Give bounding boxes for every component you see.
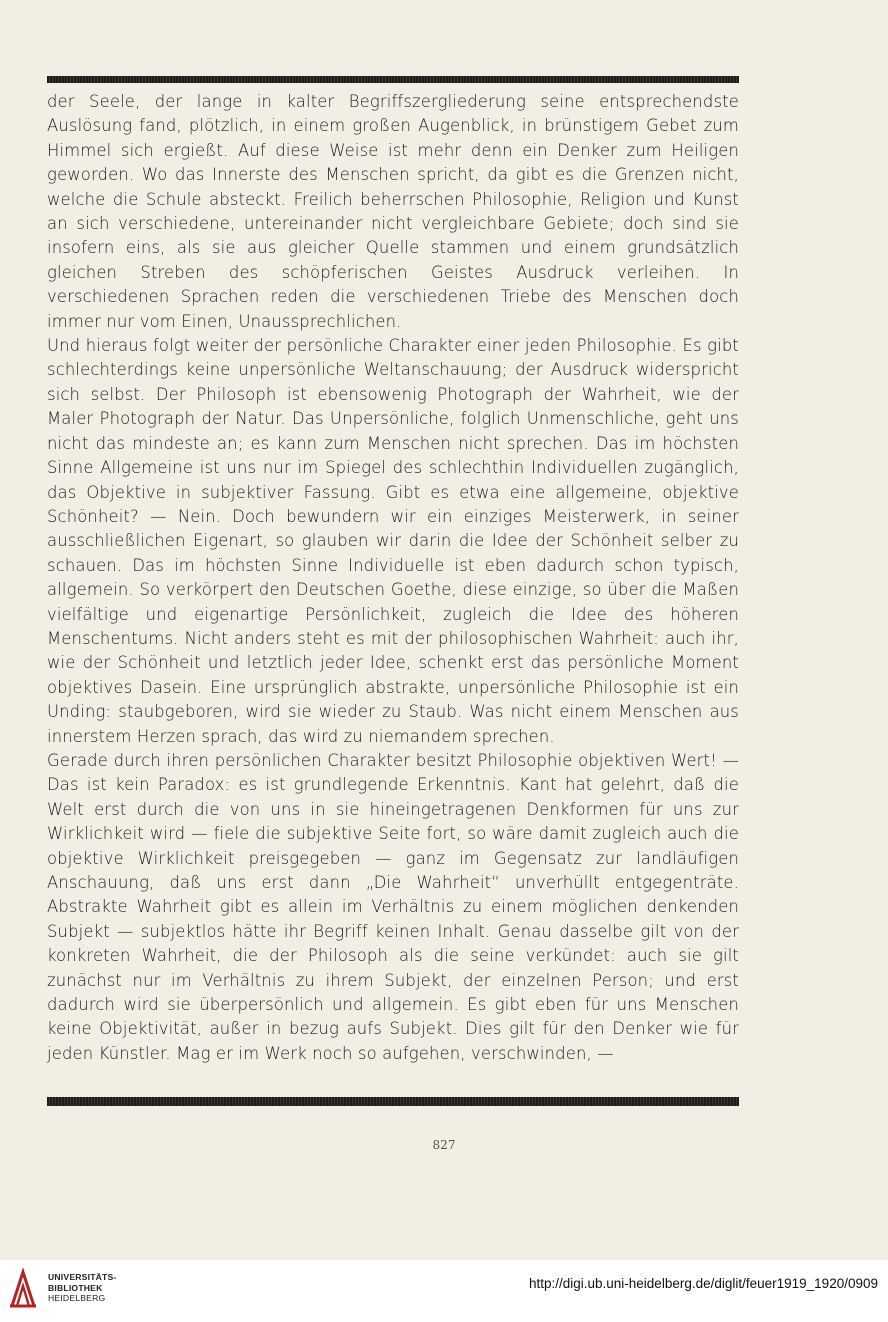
bottom-rule bbox=[47, 1097, 739, 1106]
viewer-footer bbox=[0, 1260, 888, 1322]
paragraph-3: Gerade durch ihren persönlichen Charakter besitzt Philosophie objektiven Wert! — Das ist kein Paradox: es ist grundlegende Erkenntnis. Kant hat gelehrt, daß die Welt erst durch die von uns in sie hineingetragenen Denkformen für uns zur Wirklichkeit wird — fiele die subjektive Seite fort, so wäre damit zugleich auch die objektive Wirklichkeit preisgegeben — ganz im Gegensatz zur landläufigen Anschauung, daß uns erst dann „Die Wahrheit“ unverhüllt entgegenträte. Abstrakte Wahrheit gibt es allein im Verhältnis zu einem möglichen denkenden Subjekt — subjektlos hätte ihr Begriff keinen Inhalt. Genau dasselbe gilt von der konkreten Wahrheit, die der Philosoph als die seine verkündet: auch sie gilt zunächst nur im Verhältnis zu ihrem Subjekt, der einzelnen Person; und erst dadurch wird sie überpersönlich und allgemein. Es gibt eben für uns Menschen keine Objektivität, außer in bezug aufs Subjekt. Dies gilt für den Denker wie für jeden Künstler. Mag er im Werk noch so aufgehen, verschwinden, — bbox=[47, 750, 739, 1063]
library-name bbox=[48, 1272, 117, 1304]
page-number: 827 bbox=[432, 1138, 456, 1152]
paragraph-2: Und hieraus folgt weiter der persönliche Charakter einer jeden Philosophie. Es gibt schlechterdings keine unpersönliche Weltanschauung; der Ausdruck widerspricht sich selbst. Der Philosoph ist ebensowenig Photograph der Wahrheit, wie der Maler Photograph der Natur. Das Unpersönliche, folglich Unmenschliche, geht uns nicht das mindeste an; es kann zum Menschen nicht sprechen. Das im höchsten Sinne Allgemeine ist uns nur im Spiegel des schlechthin Individuellen zugänglich, das Objektive in subjektiver Fassung. Gibt es etwa eine allgemeine, objektive Schönheit? — Nein. Doch bewundern wir ein einziges Meisterwerk, in seiner ausschließlichen Eigenart, so glauben wir darin die Idee der Schönheit selber zu schauen. Das im höchsten Sinne Individuelle ist eben dadurch schon typisch, allgemein. So verkörpert den Deutschen Goethe, diese einzige, so über die Maßen vielfältige und eigenartige Persönlichkeit, zugleich die Idee des höheren Menschentums. Nicht anders steht es mit der philosophischen Wahrheit: auch ihr, wie der Schönheit und letztlich jeder Idee, schenkt erst das persönliche Moment objektives Dasein. Eine ursprünglich abstrakte, unpersönliche Philosophie ist ein Unding: staubgeboren, wird sie wieder zu Staub. Was nicht einem Menschen aus innerstem Herzen sprach, das wird zu niemandem sprechen. bbox=[47, 336, 739, 746]
library-line-2: BIBLIOTHEK bbox=[48, 1282, 103, 1293]
body-text bbox=[47, 90, 739, 1066]
top-rule bbox=[47, 76, 739, 83]
library-line-3: HEIDELBERG bbox=[48, 1293, 106, 1303]
library-logo-icon bbox=[8, 1266, 38, 1310]
paragraph-1: der Seele, der lange in kalter Begriffszergliederung seine entsprechendste Auslösung fand, plötzlich, in einem großen Augenblick, in brünstigem Gebet zum Himmel sich ergießt. Auf diese Weise ist mehr denn ein Denker zum Heiligen geworden. Wo das Innerste des Menschen spricht, da gibt es die Grenzen nicht, welche die Schule absteckt. Freilich beherrschen Philosophie, Religion und Kunst an sich verschiedene, untereinander nicht vergleichbare Gebiete; doch sind sie insofern eins, als sie aus gleicher Quelle stammen und einem grundsätzlich gleichen Streben des schöpferischen Geistes Ausdruck verleihen. In verschiedenen Sprachen reden die verschiedenen Triebe des Menschen doch immer nur vom Einen, Unaussprechlichen. bbox=[47, 92, 739, 331]
library-line-1: UNIVERSITÄTS- bbox=[48, 1272, 117, 1282]
source-url-link[interactable]: http://digi.ub.uni-heidelberg.de/diglit/feuer1919_1920/0909 bbox=[528, 1276, 878, 1291]
